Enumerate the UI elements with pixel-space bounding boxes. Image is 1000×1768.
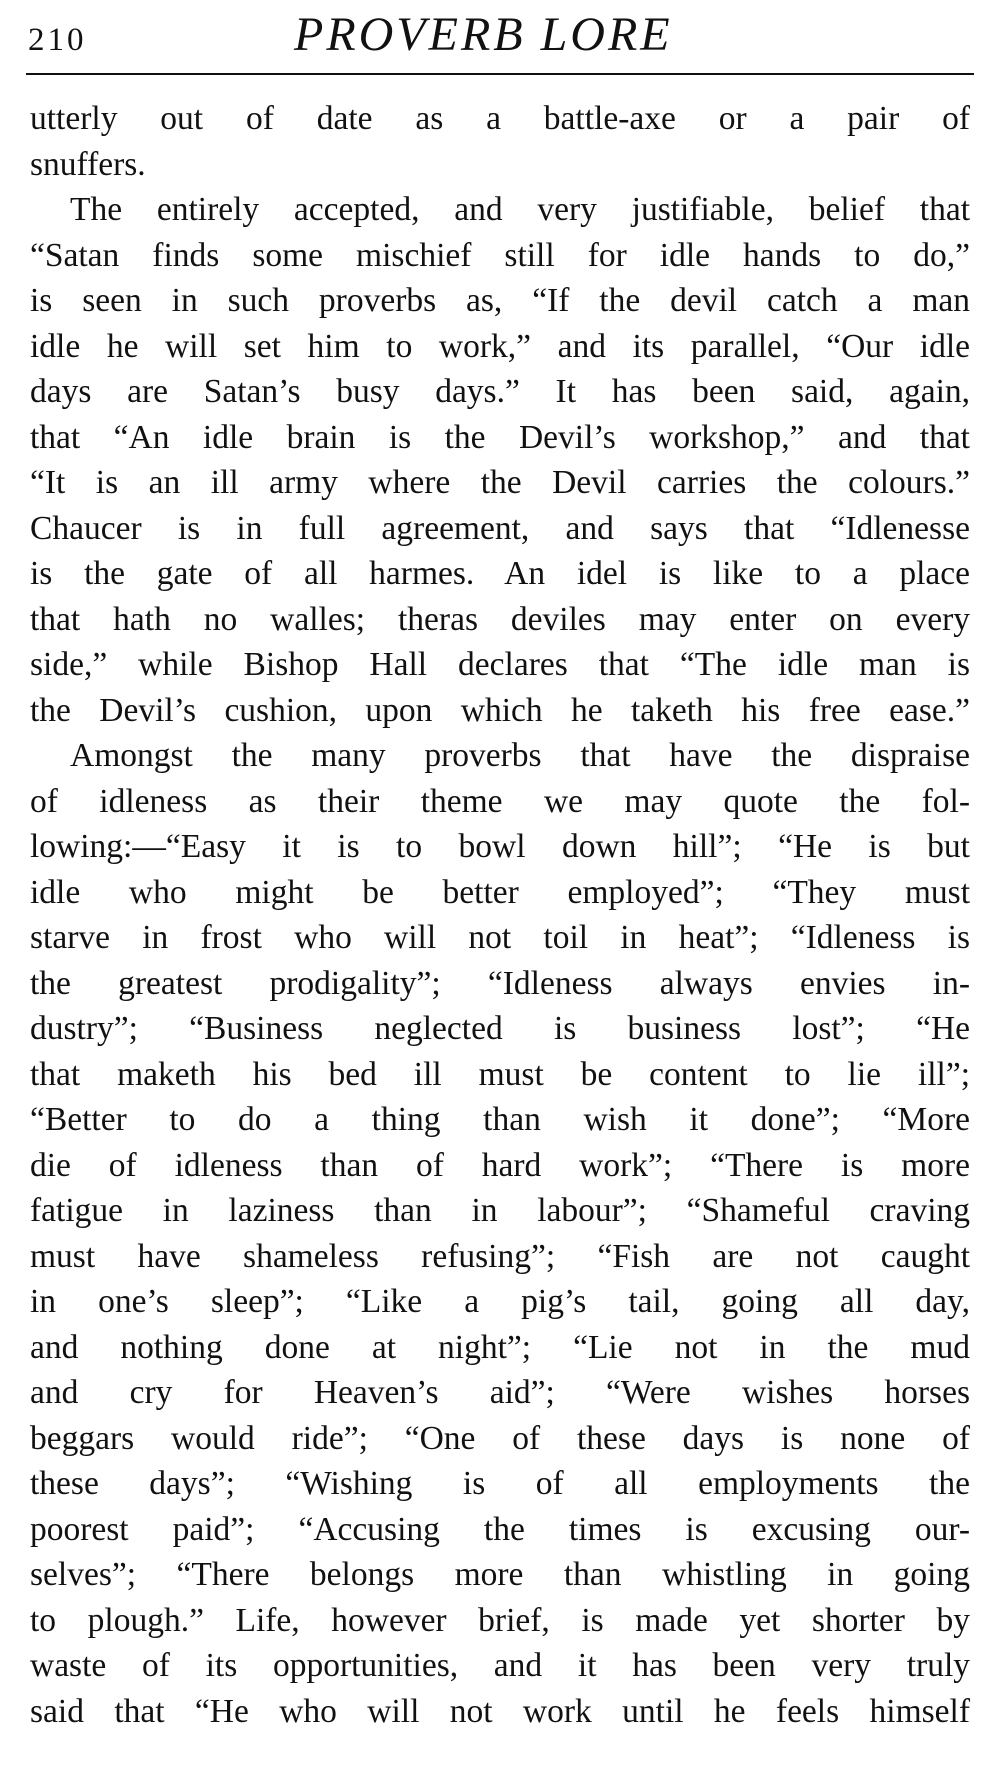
text-line: poorest paid”; “Accusing the times is excusing our- bbox=[30, 1510, 970, 1548]
text-line: waste of its opportunities, and it has been very truly bbox=[30, 1647, 970, 1684]
text-line: side,” while Bishop Hall declares that “The idle man is bbox=[30, 646, 970, 683]
text-line: that maketh his bed ill must be content to lie ill”; bbox=[30, 1055, 970, 1093]
text-line: lowing:—“Easy it is to bowl down hill”; “He is but bbox=[30, 828, 970, 865]
text-line: idle who might be better employed”; “They must bbox=[30, 873, 970, 911]
text-line: and cry for Heaven’s aid”; “Were wishes horses bbox=[30, 1374, 970, 1411]
text-line: must have shameless refusing”; “Fish are not caught bbox=[30, 1237, 970, 1275]
text-line: dustry”; “Business neglected is business lost”; “He bbox=[30, 1010, 970, 1047]
header-rule bbox=[26, 73, 974, 75]
text-line: Chaucer is in full agreement, and says that “Idlenesse bbox=[30, 509, 970, 547]
text-line: in one’s sleep”; “Like a pig’s tail, going all day, bbox=[30, 1283, 970, 1320]
text-line: The entirely accepted, and very justifiable, belief that bbox=[70, 191, 970, 228]
page-number: 210 bbox=[28, 22, 87, 58]
text-line: beggars would ride”; “One of these days is none of bbox=[30, 1419, 970, 1457]
text-line: is seen in such proverbs as, “If the devil catch a man bbox=[30, 282, 970, 319]
page-header bbox=[26, 4, 974, 74]
running-title: PROVERB LORE bbox=[294, 8, 673, 61]
text-line: of idleness as their theme we may quote the fol- bbox=[30, 782, 970, 820]
text-line: die of idleness than of hard work”; “There is more bbox=[30, 1146, 970, 1184]
text-line: starve in frost who will not toil in heat”; “Idleness is bbox=[30, 919, 970, 956]
body-text bbox=[30, 96, 970, 1734]
text-line: and nothing done at night”; “Lie not in the mud bbox=[30, 1328, 970, 1366]
text-line: that “An idle brain is the Devil’s workshop,” and that bbox=[30, 418, 970, 456]
text-line: is the gate of all harmes. An idel is like to a place bbox=[30, 555, 970, 592]
text-line: these days”; “Wishing is of all employments the bbox=[30, 1465, 970, 1502]
text-line: snuffers. bbox=[30, 145, 146, 183]
text-line: “Better to do a thing than wish it done”; “More bbox=[30, 1101, 970, 1138]
text-line: days are Satan’s busy days.” It has been said, again, bbox=[30, 373, 970, 410]
text-line: to plough.” Life, however brief, is made yet shorter by bbox=[30, 1601, 970, 1639]
text-line: Amongst the many proverbs that have the dispraise bbox=[70, 737, 970, 774]
text-line: “Satan finds some mischief still for idle hands to do,” bbox=[30, 236, 970, 274]
text-line: idle he will set him to work,” and its parallel, “Our idle bbox=[30, 327, 970, 365]
text-line: fatigue in laziness than in labour”; “Shameful craving bbox=[30, 1192, 970, 1229]
text-line: that hath no walles; theras deviles may enter on every bbox=[30, 600, 970, 638]
text-line: the greatest prodigality”; “Idleness always envies in- bbox=[30, 964, 970, 1002]
text-line: the Devil’s cushion, upon which he taketh his free ease.” bbox=[30, 691, 970, 729]
text-line: selves”; “There belongs more than whistling in going bbox=[30, 1556, 970, 1593]
text-line: “It is an ill army where the Devil carries the colours.” bbox=[30, 464, 970, 501]
text-line: utterly out of date as a battle-axe or a pair of bbox=[30, 100, 970, 137]
text-line: said that “He who will not work until he feels himself bbox=[30, 1692, 970, 1730]
